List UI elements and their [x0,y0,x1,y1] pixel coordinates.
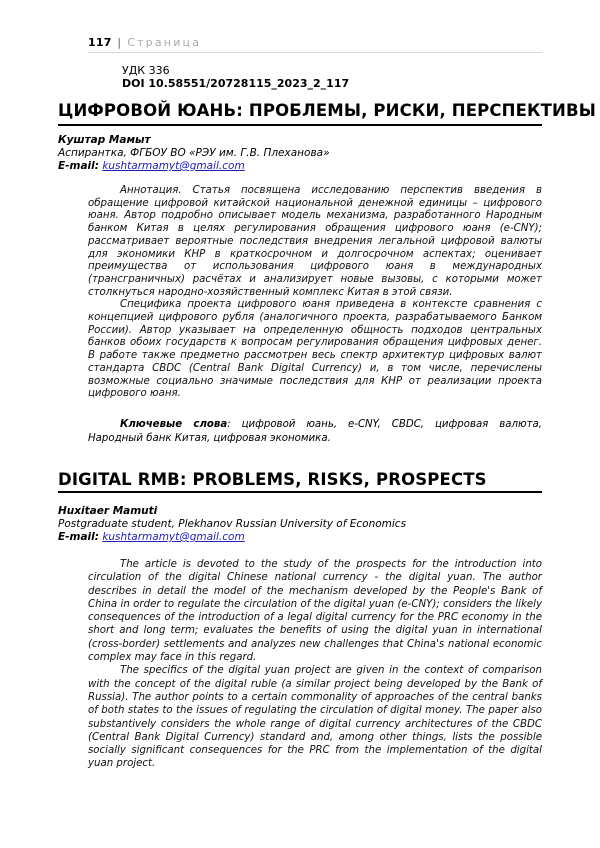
abstract-en [88,558,542,771]
abstract-en-paragraph-1: The article is devoted to the study of the prospects for the introduction into circulation of the digital Chinese national currency - the digital yuan. The author describes in detail the model of the mechanism developed by the People's Bank of China in order to regulate the circulation of the digital yuan (e-CNY); considers the likely consequences of the introduction of a legal digital currency for the PRC economy in the short and long term; evaluates the benefits of using the digital yuan in international (cross-border) settlements and analyzes new challenges that China's national economic complex may face in this regard. [88,559,542,664]
email-link-en[interactable]: kushtarmamyt@gmail.com [102,531,245,543]
udc-code: УДК 336 [122,64,170,77]
abstract-ru-paragraph-1: Аннотация. Статья посвящена исследованию перспектив введения в обращение цифровой китайской национальной денежной единицы – цифрового юаня. Автор подробно описывает модель механизма, разработанного Народным банком Китая в целях регулирования обращения цифрового юаня (e-CNY); рассматривает вероятные последствия внедрения легальной цифровой валюты для экономики КНР в краткосрочном и долгосрочном аспектах; оценивает преимущества от использования цифрового юаня в международных (трансграничных) расчётах и анализирует новые вызовы, с которыми может столкнуться народно-хозяйственный комплекс Китая в этой связи. [88,185,542,298]
title-en-rule [58,491,542,493]
abstract-en-paragraph-2: The specifics of the digital yuan project are given in the context of comparison with the concept of the digital ruble (a similar project being developed by the Bank of Russia). The author points to a certain commonality of approaches of the central banks of both states to the issues of regulating the circulation of digital money. The paper also substantively considers the whole range of digital currency architectures of the CBDC (Central Bank Digital Currency) standard and, among other things, lists the possible socially significant consequences for the PRC from the implementation of the digital yuan project. [88,665,542,770]
affiliation-en: Postgraduate student, Plekhanov Russian University of Economics [58,518,407,530]
author-name-ru: Куштар Мамыт [58,134,151,146]
doi: DOI 10.58551/20728115_2023_2_117 [122,77,350,90]
author-block-en [58,505,406,544]
header-rule [88,52,542,53]
author-name-en: Huxitaer Mamuti [58,505,158,517]
running-header [88,36,201,49]
title-ru: ЦИФРОВОЙ ЮАНЬ: ПРОБЛЕМЫ, РИСКИ, ПЕРСПЕКТИВЫ [58,101,596,120]
abstract-ru-paragraph-2: Специфика проекта цифрового юаня приведена в контексте сравнения с концепцией цифрового рубля (аналогичного проекта, разрабатываемого Банком России). Автор указывает на определенную общность подходов центральных банков обоих государств к вопросам регулирования обращения цифровых денег. В работе также предметно рассмотрен весь спектр архитектур цифровых валют стандарта CBDC (Central Bank Digital Currency) и, в том числе, перечислены возможные социально значимые последствия для КНР от реализации проекта цифрового юаня. [88,299,542,400]
email-line-en [58,531,406,544]
page-number: 117 [88,36,112,49]
email-label-en: E-mail: [58,531,99,543]
title-en: DIGITAL RMB: PROBLEMS, RISKS, PROSPECTS [58,470,487,489]
author-block-ru [58,134,330,173]
keywords-text: : цифровой юань, e-CNY, CBDC, цифровая валюта, Народный банк Китая, цифровая экономика. [88,419,542,444]
title-ru-rule [58,124,542,126]
email-label-ru: E-mail: [58,160,99,172]
email-line-ru [58,160,330,173]
page-word: Страница [127,36,202,49]
abstract-ru [88,185,542,401]
email-link-ru[interactable]: kushtarmamyt@gmail.com [102,160,245,172]
header-separator: | [117,36,122,49]
keywords-label: Ключевые слова [120,419,228,430]
keywords-ru [88,418,542,446]
affiliation-ru: Аспирантка, ФГБОУ ВО «РЭУ им. Г.В. Плеханова» [58,147,330,159]
